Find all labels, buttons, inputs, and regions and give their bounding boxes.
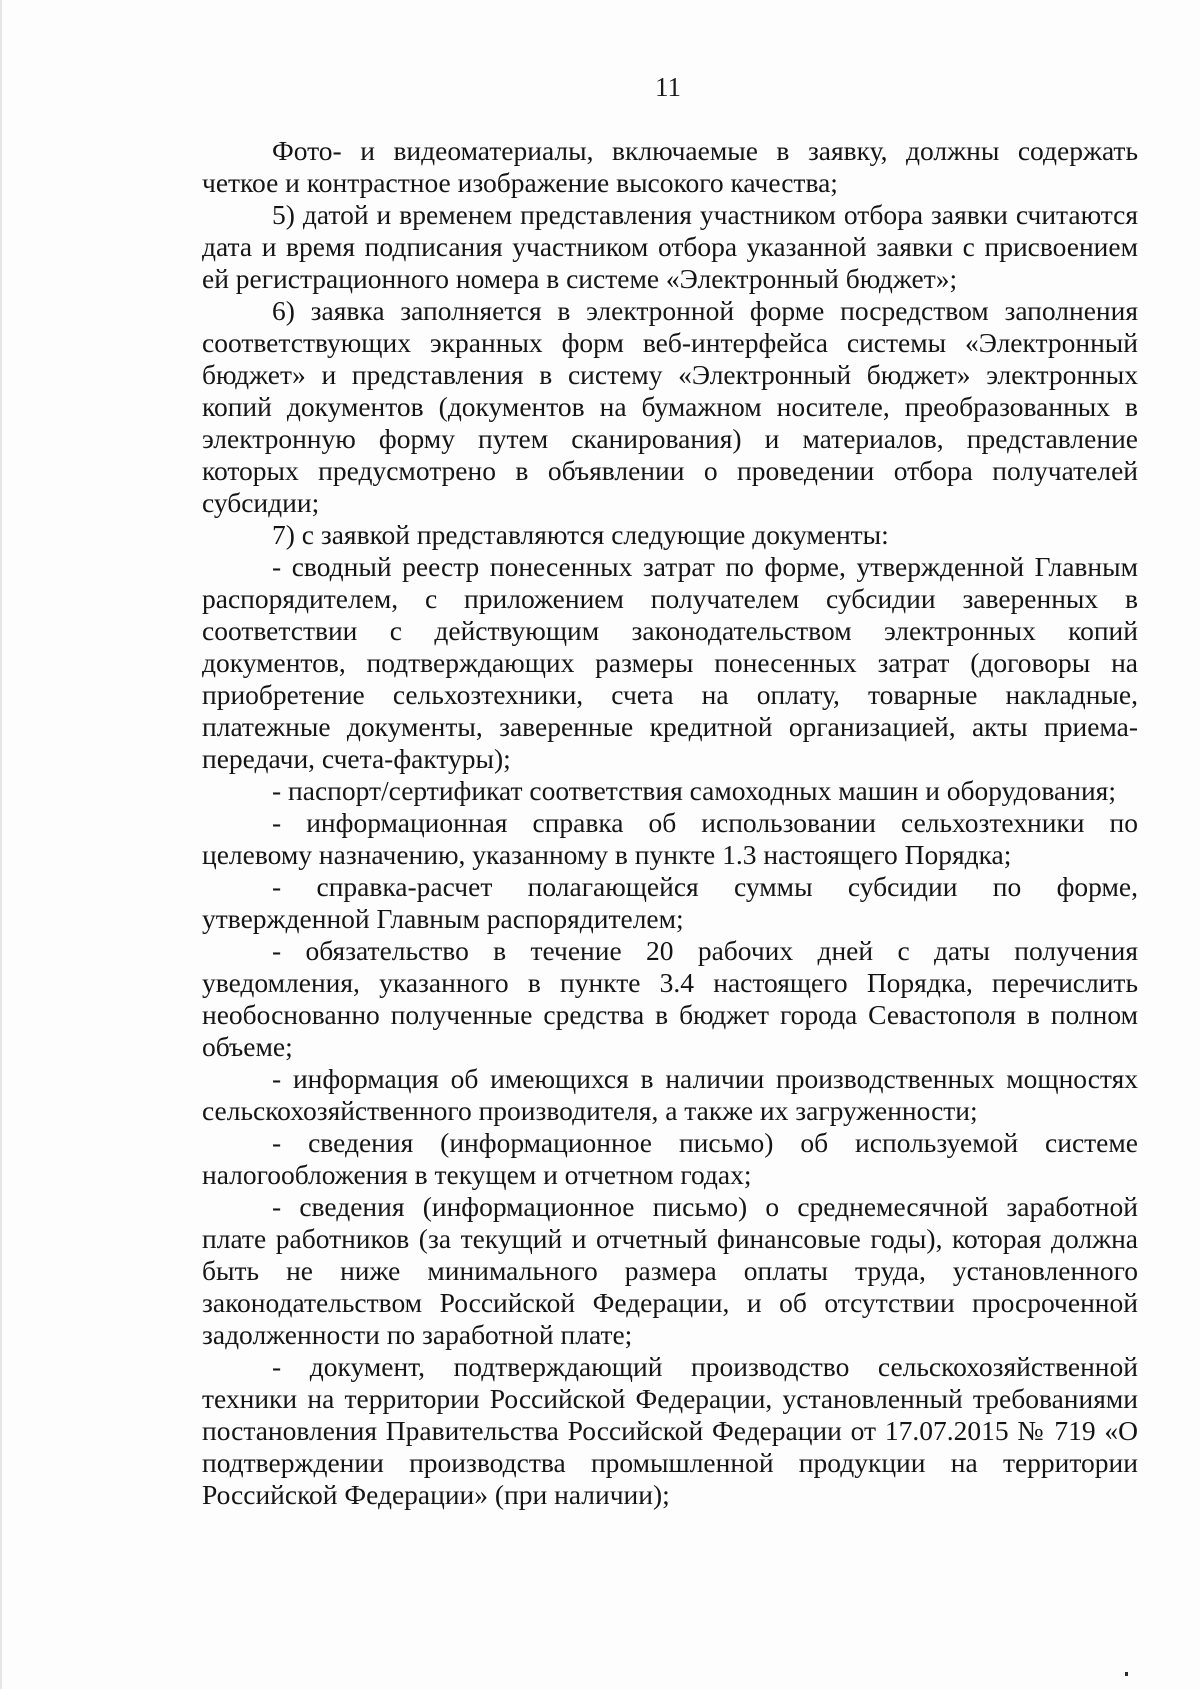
paragraph-item-7: 7) с заявкой представляются следующие документы: — [272, 519, 889, 550]
paragraph-item-5: 5) датой и временем представления участником отбора заявки считаются дата и время подписания участником отбора указанной заявки с присвоением ей регистрационного номера в системе «Электронный бюджет»; — [202, 199, 1138, 294]
paragraph-item-6: 6) заявка заполняется в электронной форме посредством заполнения соответствующих экранных форм веб-интерфейса системы «Электронный бюджет» и представления в систему «Электронный бюджет» электронных копий документов (документов на бумажном носителе, преобразованных в электронную форму путем сканирования) и материалов, представление которых предусмотрено в объявлении о проведении отбора получателей субсидии; — [202, 295, 1138, 518]
list-item-cost-register: - сводный реестр понесенных затрат по форме, утвержденной Главным распорядителем, с приложением получателем субсидии заверенных в соответствии с действующим законодательством электронных копий документов, подтверждающих размеры понесенных затрат (договоры на приобретение сельхозтехники, счета на оплату, товарные накладные, платежные документы, заверенные кредитной организацией, акты приема-передачи, счета-фактуры); — [202, 551, 1138, 774]
list-item-production-capacity: - информация об имеющихся в наличии производственных мощностях сельскохозяйственного производителя, а также их загруженности; — [202, 1063, 1138, 1126]
list-item-taxation-system: - сведения (информационное письмо) об используемой системе налогообложения в текущем и отчетном годах; — [202, 1127, 1138, 1190]
page-number: 11 — [655, 72, 681, 102]
list-item-passport-certificate: - паспорт/сертификат соответствия самоходных машин и оборудования; — [272, 775, 1116, 806]
list-item-subsidy-calculation: - справка-расчет полагающейся суммы субсидии по форме, утвержденной Главным распорядителем; — [202, 871, 1138, 934]
list-item-production-confirmation: - документ, подтверждающий производство сельскохозяйственной техники на территории Российской Федерации, установленный требованиями постановления Правительства Российской Федерации от 17.07.2015 № 719 «О подтверждении производства промышленной продукции на территории Российской Федерации» (при наличии); — [202, 1351, 1138, 1510]
scan-edge — [0, 0, 2, 1689]
list-item-average-salary: - сведения (информационное письмо) о среднемесячной заработной плате работников (за текущий и отчетный финансовые годы), которая должна быть не ниже минимального размера оплаты труда, установленного законодательством Российской Федерации, и об отсутствии просроченной задолженности по заработной плате; — [202, 1191, 1138, 1350]
document-body — [202, 135, 1138, 1511]
list-item-usage-statement: - информационная справка об использовании сельхозтехники по целевому назначению, указанному в пункте 1.3 настоящего Порядка; — [202, 807, 1138, 870]
paragraph-photo-video: Фото- и видеоматериалы, включаемые в заявку, должны содержать четкое и контрастное изображение высокого качества; — [202, 135, 1138, 198]
list-item-refund-obligation: - обязательство в течение 20 рабочих дней с даты получения уведомления, указанного в пункте 3.4 настоящего Порядка, перечислить необоснованно полученные средства в бюджет города Севастополя в полном объеме; — [202, 935, 1138, 1062]
scan-dot — [1125, 1672, 1128, 1676]
